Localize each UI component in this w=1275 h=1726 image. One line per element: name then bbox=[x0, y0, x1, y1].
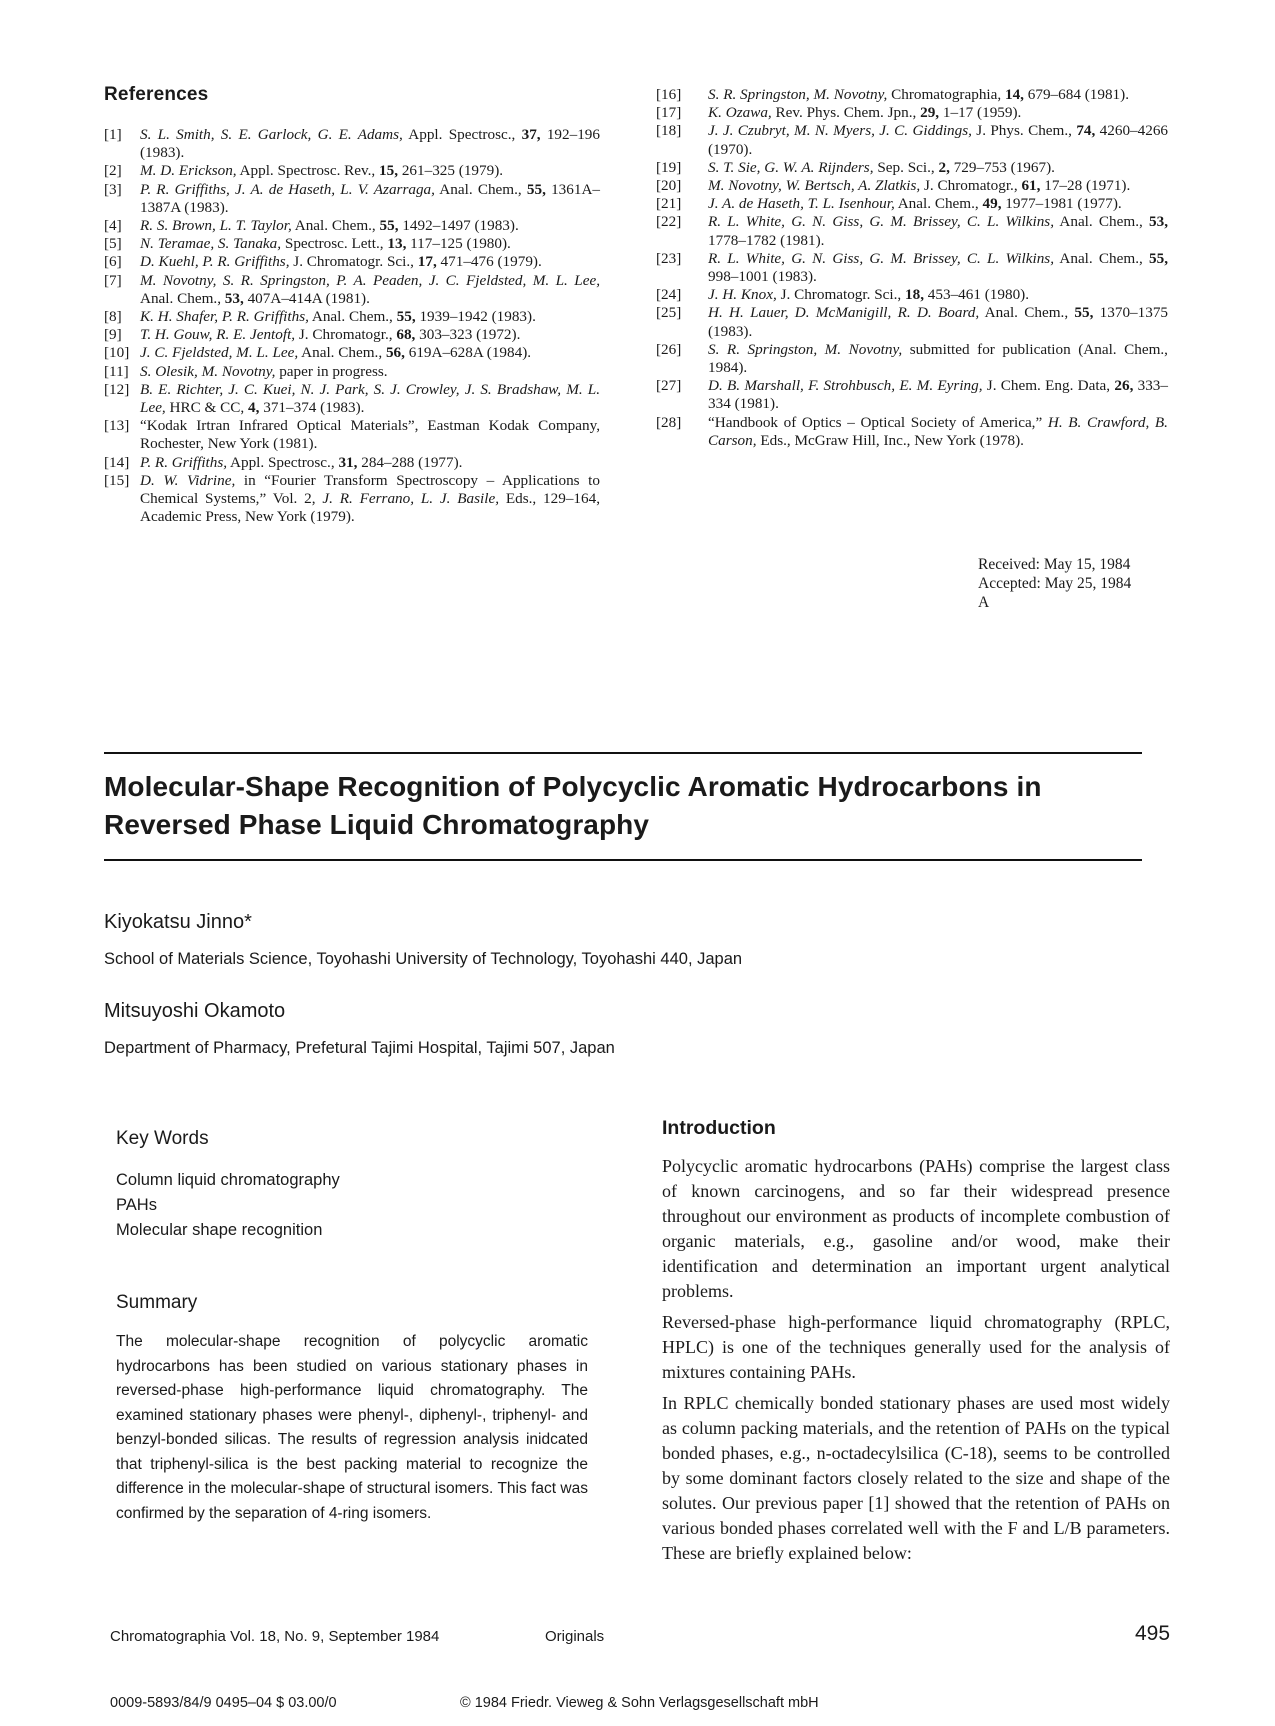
introduction-body bbox=[662, 1154, 1170, 1572]
reference-text bbox=[708, 250, 1168, 286]
reference-text bbox=[708, 304, 1168, 340]
reference-number: [27] bbox=[656, 377, 682, 395]
reference-source: J. Chromatogr., bbox=[920, 177, 1022, 195]
references-heading: References bbox=[104, 84, 209, 105]
author-name: Kiyokatsu Jinno* bbox=[104, 911, 252, 933]
reference-pages: 284–288 (1977). bbox=[357, 453, 463, 471]
reference-authors: M. Novotny, S. R. Springston, P. A. Peaden, J. C. Fjeldsted, M. L. Lee, bbox=[140, 271, 600, 289]
reference-volume: 18, bbox=[905, 286, 924, 304]
reference-volume: 55, bbox=[1149, 249, 1168, 267]
reference-authors: D. W. Vidrine, bbox=[140, 471, 236, 489]
reference-authors: J. C. Fjeldsted, M. L. Lee, bbox=[140, 344, 299, 362]
introduction-paragraph: In RPLC chemically bonded stationary phases are used most widely as column packing materials, and the retention of PAHs on the typical bonded phases, e.g., n-octadecylsilica (C-18), seems to be controlled by some dominant factors closely related to the size and shape of the solutes. Our previous paper [1] showed that the retention of PAHs on various bonded phases correlated well with the F and L/B parameters. These are briefly explained below: bbox=[662, 1393, 1170, 1563]
reference-pages: 333–334 (1981). bbox=[708, 377, 1168, 413]
reference-text bbox=[708, 159, 1168, 177]
journal-citation: Chromatographia Vol. 18, No. 9, September 1984 bbox=[110, 1628, 440, 1645]
reference-volume: 14, bbox=[1004, 86, 1024, 103]
introduction-paragraph: Reversed-phase high-performance liquid chromatography (RPLC, HPLC) is one of the techniques generally used for the analysis of mixtures containing PAHs. bbox=[662, 1312, 1170, 1382]
reference-source: Anal. Chem., bbox=[140, 289, 225, 307]
reference-source: J. Chromatogr. Sci., bbox=[776, 286, 906, 304]
reference-item bbox=[656, 377, 1168, 413]
reference-source: J. Phys. Chem., bbox=[971, 122, 1077, 140]
reference-item bbox=[656, 86, 1168, 104]
reference-source: “Handbook of Optics – Optical Society of America,” bbox=[708, 413, 1048, 431]
reference-pages: 261–325 (1979). bbox=[398, 162, 504, 180]
reference-pages: 371–374 (1983). bbox=[259, 399, 365, 417]
reference-source: J. Chromatogr. Sci., bbox=[289, 253, 418, 271]
reference-number: [26] bbox=[656, 340, 682, 358]
reference-number: [18] bbox=[656, 122, 682, 140]
reference-source: Spectrosc. Lett., bbox=[281, 235, 388, 253]
reference-text bbox=[708, 177, 1168, 195]
summary-heading: Summary bbox=[116, 1292, 198, 1313]
reference-pages: 1778–1782 (1981). bbox=[708, 231, 825, 249]
reference-source: Appl. Spectrosc., bbox=[402, 126, 522, 143]
reference-pages: 619A–628A (1984). bbox=[404, 344, 532, 362]
reference-text bbox=[140, 217, 600, 235]
reference-source: Appl. Spectrosc. Rev., bbox=[236, 162, 380, 180]
reference-source: J. Chem. Eng. Data, bbox=[982, 377, 1115, 395]
reference-pages: 1939–1942 (1983). bbox=[415, 308, 536, 326]
reference-text bbox=[708, 414, 1168, 450]
reference-pages: 1977–1981 (1977). bbox=[1001, 195, 1122, 213]
reference-authors: D. Kuehl, P. R. Griffiths, bbox=[140, 253, 290, 271]
reference-text bbox=[140, 235, 600, 253]
reference-source: Anal. Chem., bbox=[1054, 213, 1150, 231]
reference-item bbox=[104, 417, 600, 453]
reference-authors: M. Novotny, W. Bertsch, A. Zlatkis, bbox=[708, 177, 921, 195]
reference-number: [15] bbox=[104, 471, 130, 489]
copyright-notice: © 1984 Friedr. Vieweg & Sohn Verlagsgesellschaft mbH bbox=[460, 1695, 819, 1711]
reference-item bbox=[656, 104, 1168, 122]
reference-number: [23] bbox=[656, 249, 682, 267]
accepted-date: Accepted: May 25, 1984 bbox=[978, 575, 1132, 592]
reference-text bbox=[140, 253, 600, 271]
reference-number: [24] bbox=[656, 286, 682, 304]
reference-editors: H. B. Crawford, B. Carson, bbox=[708, 413, 1168, 449]
reference-number: [12] bbox=[104, 380, 130, 398]
reference-source: Sep. Sci., bbox=[873, 158, 939, 176]
reference-number: [10] bbox=[104, 344, 130, 362]
reference-publisher: Eds., 129–164, Academic Press, New York (1979). bbox=[140, 490, 600, 526]
reference-item bbox=[104, 272, 600, 308]
reference-text bbox=[140, 326, 600, 344]
reference-number: [13] bbox=[104, 417, 130, 435]
reference-text bbox=[140, 308, 600, 326]
reference-number: [21] bbox=[656, 195, 682, 213]
received-dates bbox=[978, 555, 1131, 612]
reference-volume: 29, bbox=[920, 104, 940, 122]
reference-number: [25] bbox=[656, 304, 682, 322]
reference-item bbox=[656, 414, 1168, 450]
reference-authors: D. B. Marshall, F. Strohbusch, E. M. Eyring, bbox=[708, 377, 983, 395]
reference-volume: 53, bbox=[1149, 213, 1168, 231]
reference-pages: 4260–4266 (1970). bbox=[708, 122, 1169, 158]
reference-volume: 68, bbox=[396, 326, 416, 344]
reference-source: Anal. Chem., bbox=[434, 180, 527, 198]
reference-item bbox=[104, 344, 600, 362]
summary-text: The molecular-shape recognition of polycyclic aromatic hydrocarbons has been studied on various stationary phases in reversed-phase high-performance liquid chromatography. The examined stationary phases were phenyl-, diphenyl-, triphenyl- and benzyl-bonded silicas. The results of regression analysis inidcated that triphenyl-silica is the best packing material to recognize the difference in the molecular-shape of structural isomers. This fact was confirmed by the separation of 4-ring isomers. bbox=[116, 1333, 588, 1522]
key-word-item: Column liquid chromatography bbox=[116, 1171, 340, 1189]
reference-pages: 729–753 (1967). bbox=[949, 158, 1055, 176]
reference-volume: 61, bbox=[1021, 177, 1041, 195]
received-date: Received: May 15, 1984 bbox=[978, 556, 1131, 573]
reference-source: paper in progress. bbox=[275, 362, 388, 380]
references-right-column bbox=[656, 86, 1168, 450]
reference-number: [14] bbox=[104, 453, 130, 471]
reference-volume: 56, bbox=[385, 344, 405, 362]
reference-item bbox=[104, 454, 600, 472]
issn-code: 0009-5893/84/9 0495–04 $ 03.00/0 bbox=[110, 1695, 337, 1711]
introduction-paragraph: Polycyclic aromatic hydrocarbons (PAHs) comprise the largest class of known carcinogens, and so far their widespread presence throughout our environment as products of incomplete combustion of organic materials, e.g., gasoline and/or wood, make their identification and determination an important urgent analytical problems. bbox=[662, 1156, 1170, 1301]
reference-pages: 303–323 (1972). bbox=[415, 326, 521, 344]
reference-text bbox=[140, 472, 600, 527]
reference-authors: S. R. Springston, M. Novotny, bbox=[708, 86, 888, 103]
reference-volume: 2, bbox=[938, 158, 950, 176]
title-bottom-rule bbox=[104, 859, 1142, 861]
reference-number: [4] bbox=[104, 217, 122, 235]
reference-number: [19] bbox=[656, 158, 682, 176]
reference-source: J. Chromatogr., bbox=[295, 326, 397, 344]
reference-authors: P. R. Griffiths, bbox=[140, 453, 228, 471]
reference-text bbox=[140, 162, 600, 180]
reference-volume: 53, bbox=[224, 289, 244, 307]
reference-editors: J. R. Ferrano, L. J. Basile, bbox=[322, 490, 500, 508]
reference-number: [8] bbox=[104, 308, 122, 326]
reference-text bbox=[708, 341, 1168, 377]
reference-item bbox=[104, 472, 600, 527]
reference-item bbox=[104, 181, 600, 217]
section-label: Originals bbox=[545, 1628, 605, 1645]
reference-item bbox=[104, 162, 600, 180]
reference-item bbox=[656, 213, 1168, 249]
coauthor-affiliation: Department of Pharmacy, Prefetural Tajimi Hospital, Tajimi 507, Japan bbox=[104, 1039, 615, 1057]
reference-source: Anal. Chem., bbox=[979, 304, 1075, 322]
reference-volume: 37, bbox=[521, 126, 541, 143]
reference-authors: S. R. Springston, M. Novotny, bbox=[708, 340, 903, 358]
reference-item bbox=[104, 235, 600, 253]
reference-text bbox=[140, 454, 600, 472]
reference-text bbox=[708, 86, 1168, 104]
key-words-heading: Key Words bbox=[116, 1128, 209, 1149]
reference-authors: T. H. Gouw, R. E. Jentoft, bbox=[140, 326, 296, 344]
reference-text bbox=[140, 381, 600, 417]
reference-item bbox=[656, 177, 1168, 195]
reference-pages: 998–1001 (1983). bbox=[708, 268, 817, 286]
author-affiliation: School of Materials Science, Toyohashi University of Technology, Toyohashi 440, Japan bbox=[104, 950, 743, 968]
reference-pages: 679–684 (1981). bbox=[1023, 86, 1130, 103]
reference-authors: K. Ozawa, bbox=[708, 104, 772, 122]
reference-authors: B. E. Richter, J. C. Kuei, N. J. Park, S. J. Crowley, J. S. Bradshaw, M. L. Lee, bbox=[140, 380, 600, 417]
reference-text bbox=[140, 272, 600, 308]
reference-text bbox=[708, 377, 1168, 413]
reference-authors: R. S. Brown, L. T. Taylor, bbox=[140, 217, 292, 235]
reference-number: [11] bbox=[104, 362, 129, 380]
reference-source: Anal. Chem., bbox=[1054, 249, 1150, 267]
reference-number: [17] bbox=[656, 104, 682, 122]
reference-authors: S. L. Smith, S. E. Garlock, G. E. Adams, bbox=[140, 126, 403, 143]
reference-volume: 26, bbox=[1114, 377, 1134, 395]
reference-volume: 55, bbox=[379, 217, 399, 235]
reference-authors: R. L. White, G. N. Giss, G. M. Brissey, C. L. Wilkins, bbox=[708, 249, 1054, 267]
reference-pages: 1–17 (1959). bbox=[939, 104, 1022, 122]
reference-volume: 74, bbox=[1076, 122, 1096, 140]
reference-item bbox=[104, 381, 600, 417]
reference-authors: S. T. Sie, G. W. A. Rijnders, bbox=[708, 158, 874, 176]
reference-item bbox=[104, 363, 600, 381]
reference-volume: 49, bbox=[982, 195, 1002, 213]
reference-source: Chromatographia, bbox=[887, 86, 1005, 103]
article-title-line2: Reversed Phase Liquid Chromatography bbox=[104, 809, 650, 840]
reference-pages: 471–476 (1979). bbox=[436, 253, 542, 271]
reference-text bbox=[708, 104, 1168, 122]
reference-text bbox=[140, 417, 600, 453]
reference-volume: 31, bbox=[338, 453, 358, 471]
reference-source: “Kodak Irtran Infrared Optical Materials”, Eastman Kodak Company, Rochester, New York (1981). bbox=[140, 417, 600, 453]
reference-number: [5] bbox=[104, 235, 122, 253]
reference-text bbox=[140, 363, 600, 381]
reference-item bbox=[104, 253, 600, 271]
reference-volume: 13, bbox=[387, 235, 407, 253]
reference-volume: 4, bbox=[248, 399, 260, 417]
reference-source: submitted for publication (Anal. Chem., 1984). bbox=[708, 340, 1168, 377]
reference-pages: 1370–1375 (1983). bbox=[708, 304, 1169, 340]
reference-source: Anal. Chem., bbox=[894, 195, 983, 213]
reference-item bbox=[656, 159, 1168, 177]
key-words-list bbox=[116, 1168, 340, 1243]
reference-text bbox=[708, 213, 1168, 249]
key-word-item: Molecular shape recognition bbox=[116, 1221, 323, 1239]
reference-source: Anal. Chem., bbox=[291, 217, 380, 235]
reference-text bbox=[140, 181, 600, 217]
reference-item bbox=[104, 217, 600, 235]
reference-number: [7] bbox=[104, 271, 122, 289]
reference-item bbox=[656, 341, 1168, 377]
reference-authors: J. J. Czubryt, M. N. Myers, J. C. Giddings, bbox=[708, 122, 972, 140]
reference-pages: 1492–1497 (1983). bbox=[398, 217, 519, 235]
reference-text bbox=[140, 126, 600, 162]
reference-item bbox=[104, 308, 600, 326]
reference-text bbox=[140, 344, 600, 362]
reference-pages: 117–125 (1980). bbox=[406, 235, 511, 253]
reference-authors: R. L. White, G. N. Giss, G. M. Brissey, C. L. Wilkins, bbox=[708, 213, 1054, 231]
reference-text bbox=[708, 122, 1168, 158]
reference-authors: M. D. Erickson, bbox=[140, 162, 237, 180]
reference-pages: 407A–414A (1981). bbox=[243, 289, 370, 307]
references-left-column bbox=[104, 126, 600, 526]
reference-volume: 17, bbox=[417, 253, 437, 271]
reference-authors: K. H. Shafer, P. R. Griffiths, bbox=[140, 308, 309, 326]
reference-volume: 55, bbox=[396, 308, 416, 326]
reference-authors: J. A. de Haseth, T. L. Isenhour, bbox=[708, 195, 895, 213]
reference-item bbox=[656, 250, 1168, 286]
reference-authors: H. H. Lauer, D. McManigill, R. D. Board, bbox=[708, 304, 980, 322]
reference-source: HRC & CC, bbox=[165, 399, 249, 417]
reference-source: Appl. Spectrosc., bbox=[227, 453, 339, 471]
reference-source: Anal. Chem., bbox=[308, 308, 397, 326]
reference-text bbox=[708, 286, 1168, 304]
reference-number: [22] bbox=[656, 213, 682, 231]
reference-number: [20] bbox=[656, 177, 682, 195]
reference-number: [16] bbox=[656, 86, 682, 103]
reference-number: [28] bbox=[656, 413, 682, 431]
reference-pages: 453–461 (1980). bbox=[924, 286, 1030, 304]
page-number: 495 bbox=[1135, 1622, 1171, 1645]
article-title bbox=[104, 768, 1144, 844]
title-top-rule bbox=[104, 752, 1142, 754]
reference-number: [3] bbox=[104, 180, 122, 198]
reference-item bbox=[656, 286, 1168, 304]
reference-number: [6] bbox=[104, 253, 122, 271]
reference-volume: 15, bbox=[379, 162, 399, 180]
reference-authors: P. R. Griffiths, J. A. de Haseth, L. V. Azarraga, bbox=[140, 180, 435, 198]
reference-pages: 17–28 (1971). bbox=[1040, 177, 1131, 195]
reference-volume: 55, bbox=[526, 180, 546, 198]
reference-item bbox=[656, 304, 1168, 340]
reference-authors: S. Olesik, M. Novotny, bbox=[140, 362, 276, 380]
reference-item bbox=[656, 195, 1168, 213]
reference-volume: 55, bbox=[1074, 304, 1094, 322]
reference-authors: J. H. Knox, bbox=[708, 286, 777, 304]
reference-pages: 192–196 (1983). bbox=[140, 126, 600, 162]
reference-pages: 1361A–1387A (1983). bbox=[140, 180, 601, 216]
reference-item bbox=[104, 326, 600, 344]
article-title-line1: Molecular-Shape Recognition of Polycyclic Aromatic Hydrocarbons in bbox=[104, 771, 1042, 802]
key-word-item: PAHs bbox=[116, 1196, 157, 1214]
reference-number: [2] bbox=[104, 162, 122, 180]
reference-source: Rev. Phys. Chem. Jpn., bbox=[771, 104, 921, 122]
reference-number: [9] bbox=[104, 326, 122, 344]
reference-number: [1] bbox=[104, 126, 122, 143]
reference-item bbox=[656, 122, 1168, 158]
reference-source: Anal. Chem., bbox=[298, 344, 386, 362]
reference-publisher: Eds., McGraw Hill, Inc., New York (1978). bbox=[756, 431, 1024, 449]
coauthor-name: Mitsuyoshi Okamoto bbox=[104, 1000, 286, 1022]
reference-item bbox=[104, 126, 600, 162]
introduction-heading: Introduction bbox=[662, 1117, 776, 1139]
reference-text bbox=[708, 195, 1168, 213]
received-code: A bbox=[978, 594, 990, 611]
reference-source: in “Fourier Transform Spectroscopy – Applications to Chemical Systems,” Vol. 2, bbox=[140, 471, 600, 508]
reference-authors: N. Teramae, S. Tanaka, bbox=[140, 235, 282, 253]
